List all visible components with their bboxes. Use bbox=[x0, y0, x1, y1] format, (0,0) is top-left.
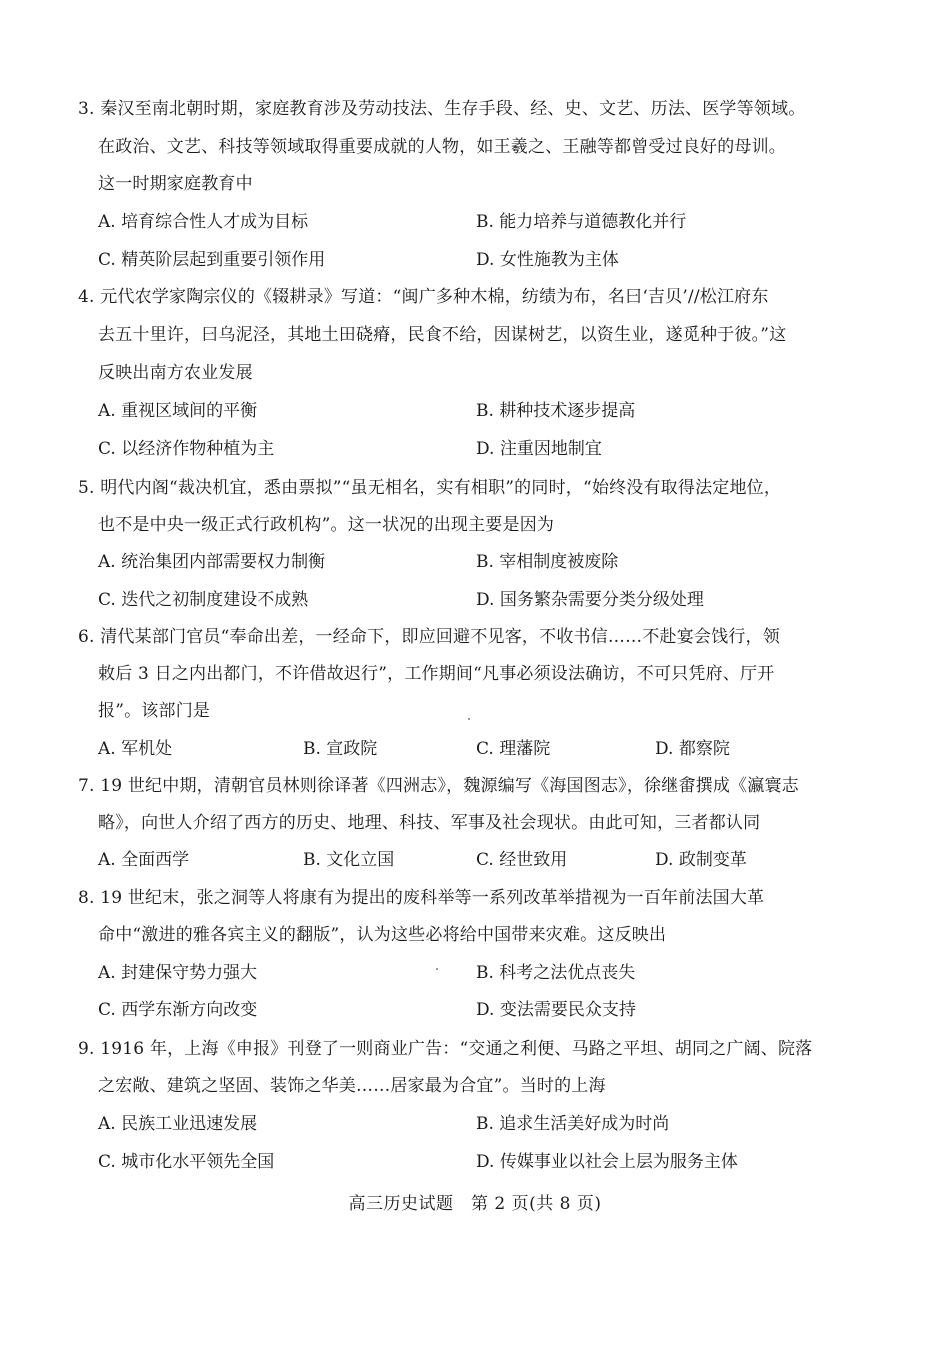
question-8-line-1: 8. 19 世纪末，张之洞等人将康有为提出的废科举等一系列改革举措视为一百年前法国大革 bbox=[78, 888, 765, 908]
question-7-option-c: C. 经世致用 bbox=[476, 850, 568, 870]
question-5-option-c: C. 迭代之初制度建设不成熟 bbox=[98, 590, 309, 610]
scan-speck bbox=[468, 718, 470, 720]
question-4-option-c: C. 以经济作物种植为主 bbox=[98, 439, 275, 459]
scan-speck bbox=[436, 968, 438, 970]
question-5-option-d: D. 国务繁杂需要分类分级处理 bbox=[476, 590, 704, 610]
question-6-line-1: 6. 清代某部门官员“奉命出差，一经命下，即应回避不见客，不收书信……不赴宴会饯行，领 bbox=[78, 627, 780, 647]
question-3-option-a: A. 培育综合性人才成为目标 bbox=[98, 212, 309, 232]
question-9-option-d: D. 传媒事业以社会上层为服务主体 bbox=[476, 1152, 738, 1172]
question-6-option-b: B. 宣政院 bbox=[303, 739, 378, 759]
question-6-option-c: C. 理藩院 bbox=[476, 739, 551, 759]
question-9-option-c: C. 城市化水平领先全国 bbox=[98, 1152, 275, 1172]
question-7-line-1: 7. 19 世纪中期，清朝官员林则徐译著《四洲志》，魏源编写《海国图志》，徐继畬撰成《瀛寰志 bbox=[78, 776, 799, 796]
question-3-line-3: 这一时期家庭教育中 bbox=[98, 174, 253, 194]
question-3-line-2: 在政治、文艺、科技等领域取得重要成就的人物，如王羲之、王融等都曾受过良好的母训。 bbox=[98, 137, 786, 157]
question-3-option-b: B. 能力培养与道德教化并行 bbox=[476, 212, 687, 232]
question-7-option-a: A. 全面西学 bbox=[98, 850, 190, 870]
question-8-option-a: A. 封建保守势力强大 bbox=[98, 963, 258, 983]
question-4-line-3: 反映出南方农业发展 bbox=[98, 363, 253, 383]
question-4-option-d: D. 注重因地制宜 bbox=[476, 439, 602, 459]
question-6-line-2: 敕后 3 日之内出都门，不许借故迟行”，工作期间“凡事必须设法确访，不可只凭府、厅开 bbox=[98, 664, 775, 684]
question-6-line-3: 报”。该部门是 bbox=[98, 701, 211, 721]
page-footer: 高三历史试题 第 2 页(共 8 页) bbox=[348, 1194, 602, 1214]
question-4-option-b: B. 耕种技术逐步提高 bbox=[476, 401, 636, 421]
question-7-line-2: 略》，向世人介绍了西方的历史、地理、科技、军事及社会现状。由此可知，三者都认同 bbox=[98, 813, 761, 833]
question-8-option-c: C. 西学东渐方向改变 bbox=[98, 1000, 258, 1020]
question-9-line-1: 9. 1916 年，上海《申报》刊登了一则商业广告：“交通之利便、马路之平坦、胡同之广阔、院落 bbox=[78, 1039, 813, 1059]
question-5-line-1: 5. 明代内阁“裁决机宜，悉由票拟”“虽无相名，实有相职”的同时，“始终没有取得法定地位， bbox=[78, 478, 782, 498]
question-8-option-d: D. 变法需要民众支持 bbox=[476, 1000, 636, 1020]
question-8-line-2: 命中“激进的雅各宾主义的翻版”，认为这些必将给中国带来灾难。这反映出 bbox=[98, 925, 667, 945]
question-3-option-c: C. 精英阶层起到重要引领作用 bbox=[98, 250, 326, 270]
question-7-option-b: B. 文化立国 bbox=[303, 850, 395, 870]
question-9-option-b: B. 追求生活美好成为时尚 bbox=[476, 1114, 670, 1134]
question-9-line-2: 之宏敞、建筑之坚固、装饰之华美……居家最为合宜”。当时的上海 bbox=[98, 1076, 606, 1096]
question-7-option-d: D. 政制变革 bbox=[655, 850, 747, 870]
question-6-option-d: D. 都察院 bbox=[655, 739, 730, 759]
question-4-line-2: 去五十里许，曰乌泥泾，其地土田硗瘠，民食不给，因谋树艺，以资生业，遂觅种于彼。”这 bbox=[98, 325, 787, 345]
question-4-option-a: A. 重视区域间的平衡 bbox=[98, 401, 258, 421]
question-9-option-a: A. 民族工业迅速发展 bbox=[98, 1114, 258, 1134]
question-5-option-a: A. 统治集团内部需要权力制衡 bbox=[98, 552, 326, 572]
question-5-option-b: B. 宰相制度被废除 bbox=[476, 552, 619, 572]
question-5-line-2: 也不是中央一级正式行政机构”。这一状况的出现主要是因为 bbox=[98, 515, 555, 535]
question-8-option-b: B. 科考之法优点丧失 bbox=[476, 963, 636, 983]
question-4-line-1: 4. 元代农学家陶宗仪的《辍耕录》写道：“闽广多种木棉，纺绩为布，名曰‘吉贝’//松江府东 bbox=[78, 287, 769, 307]
question-3-option-d: D. 女性施教为主体 bbox=[476, 250, 619, 270]
question-3-line-1: 3. 秦汉至南北朝时期，家庭教育涉及劳动技法、生存手段、经、史、文艺、历法、医学等领域。 bbox=[78, 99, 806, 119]
question-6-option-a: A. 军机处 bbox=[98, 739, 173, 759]
